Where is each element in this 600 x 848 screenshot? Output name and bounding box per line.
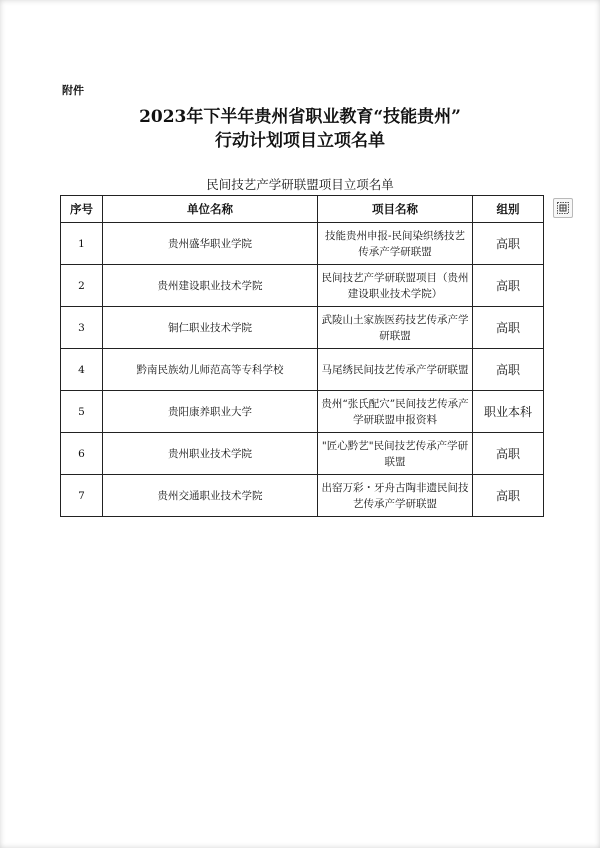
project-list-table	[60, 195, 544, 517]
row-unit-name: 贵阳康养职业大学	[103, 391, 318, 433]
row-project-name: 技能贵州申报-民间染织绣技艺传承产学研联盟	[318, 223, 473, 265]
table-select-button[interactable]	[553, 198, 573, 218]
row-serial-number: 7	[61, 475, 103, 517]
table-row	[61, 349, 544, 391]
header-serial-number: 序号	[61, 196, 103, 223]
table-row	[61, 223, 544, 265]
table-select-icon	[557, 202, 569, 214]
row-serial-number: 5	[61, 391, 103, 433]
row-group: 职业本科	[473, 391, 544, 433]
row-serial-number: 6	[61, 433, 103, 475]
document-title-line-2: 行动计划项目立项名单	[215, 131, 385, 151]
row-project-name: 民间技艺产学研联盟项目（贵州建设职业技术学院）	[318, 265, 473, 307]
row-serial-number: 2	[61, 265, 103, 307]
row-project-name: 出窑万彩・牙舟古陶非遗民间技艺传承产学研联盟	[318, 475, 473, 517]
table-row	[61, 433, 544, 475]
row-project-name: 马尾绣民间技艺传承产学研联盟	[318, 349, 473, 391]
table-row	[61, 307, 544, 349]
row-group: 高职	[473, 433, 544, 475]
table-subtitle: 民间技艺产学研联盟项目立项名单	[206, 177, 394, 192]
row-group: 高职	[473, 307, 544, 349]
document-title-line-1: 2023年下半年贵州省职业教育“技能贵州”	[139, 107, 461, 127]
header-group: 组别	[473, 196, 544, 223]
row-unit-name: 黔南民族幼儿师范高等专科学校	[103, 349, 318, 391]
row-project-name: 武陵山土家族医药技艺传承产学研联盟	[318, 307, 473, 349]
row-group: 高职	[473, 265, 544, 307]
table-header-row	[61, 196, 544, 223]
row-serial-number: 4	[61, 349, 103, 391]
row-project-name: 贵州“张氏配穴”民间技艺传承产学研联盟申报资料	[318, 391, 473, 433]
table-row	[61, 475, 544, 517]
row-unit-name: 贵州建设职业技术学院	[103, 265, 318, 307]
row-unit-name: 铜仁职业技术学院	[103, 307, 318, 349]
row-serial-number: 1	[61, 223, 103, 265]
row-unit-name: 贵州盛华职业学院	[103, 223, 318, 265]
row-unit-name: 贵州职业技术学院	[103, 433, 318, 475]
row-group: 高职	[473, 349, 544, 391]
row-serial-number: 3	[61, 307, 103, 349]
table-row	[61, 265, 544, 307]
header-unit-name: 单位名称	[103, 196, 318, 223]
header-project-name: 项目名称	[318, 196, 473, 223]
row-group: 高职	[473, 475, 544, 517]
row-unit-name: 贵州交通职业技术学院	[103, 475, 318, 517]
row-project-name: "匠心黔艺"民间技艺传承产学研联盟	[318, 433, 473, 475]
attachment-label: 附件	[62, 84, 84, 97]
table-row	[61, 391, 544, 433]
row-group: 高职	[473, 223, 544, 265]
